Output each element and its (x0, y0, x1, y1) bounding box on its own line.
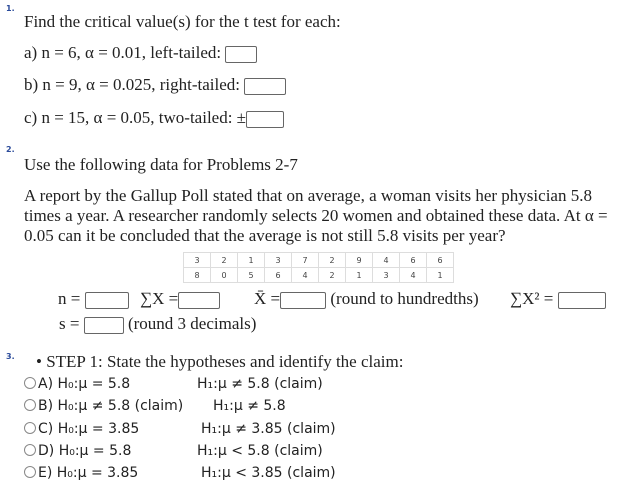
s-note: (round 3 decimals) (127, 314, 257, 333)
problem-text: 0.05 can it be concluded that the average is not still 5.8 visits per year? (24, 226, 506, 245)
table-cell: 0 (211, 268, 238, 283)
h0-text: A) H₀:μ = 5.8 (38, 376, 131, 392)
h1-text: H₁:μ ≠ 3.85 (claim) (201, 420, 336, 437)
h1-text: H₁:μ ≠ 5.8 (213, 398, 286, 415)
radio-button[interactable] (24, 466, 36, 478)
table-cell: 1 (346, 268, 373, 283)
sumx2-input[interactable] (558, 292, 606, 309)
table-cell: 3 (184, 253, 211, 268)
table-cell: 8 (184, 268, 211, 283)
table-cell: 6 (400, 253, 427, 268)
radio-button[interactable] (24, 399, 36, 411)
step-title: • STEP 1: State the hypotheses and identify the claim: (36, 352, 404, 371)
part-c-label: c) n = 15, α = 0.05, two-tailed: ± (24, 108, 247, 127)
table-cell: 7 (292, 253, 319, 268)
radio-button[interactable] (24, 422, 36, 434)
h0-text: D) H₀:μ = 5.8 (38, 442, 132, 459)
n-input[interactable] (85, 292, 129, 309)
question-title: Find the critical value(s) for the t test for each: (24, 12, 341, 31)
table-row (184, 253, 454, 268)
table-cell: 9 (346, 253, 373, 268)
table-cell: 2 (319, 253, 346, 268)
sumx2-label: ∑X² = (510, 289, 554, 308)
option-e[interactable] (24, 465, 138, 481)
question-number: 1. (6, 4, 15, 13)
question-number: 3. (6, 352, 15, 361)
s-input[interactable] (84, 317, 124, 334)
table-cell: 3 (373, 268, 400, 283)
question-number: 2. (6, 145, 15, 154)
part-c (24, 108, 284, 128)
h1-text: H₁:μ < 3.85 (claim) (201, 465, 336, 482)
problem-text: A report by the Gallup Poll stated that on average, a woman visits her physician 5.8 (24, 186, 592, 205)
radio-button[interactable] (24, 444, 36, 456)
sumx-label: ∑X = (140, 289, 179, 308)
table-cell: 6 (427, 253, 454, 268)
h0-text: B) H₀:μ ≠ 5.8 (claim) (38, 398, 184, 415)
part-a-label: a) n = 6, α = 0.01, left-tailed: (24, 43, 222, 62)
s-label: s = (59, 314, 80, 333)
table-row (184, 268, 454, 283)
table-cell: 4 (373, 253, 400, 268)
h1-text: H₁:μ ≠ 5.8 (claim) (197, 376, 323, 392)
part-b-label: b) n = 9, α = 0.025, right-tailed: (24, 75, 240, 94)
part-b (24, 75, 286, 95)
question-title: Use the following data for Problems 2-7 (24, 155, 298, 174)
table-cell: 1 (427, 268, 454, 283)
n-label: n = (58, 289, 81, 308)
xbar-input[interactable] (280, 292, 326, 309)
n-row (58, 289, 129, 309)
table-cell: 2 (211, 253, 238, 268)
option-c[interactable] (24, 421, 139, 437)
problem-text: times a year. A researcher randomly selects 20 women and obtained these data. At α = (24, 206, 608, 225)
table-cell: 4 (400, 268, 427, 283)
data-table (183, 252, 454, 283)
table-cell: 5 (238, 268, 265, 283)
table-cell: 1 (238, 253, 265, 268)
option-b[interactable] (24, 398, 183, 414)
table-cell: 4 (292, 268, 319, 283)
table-cell: 2 (319, 268, 346, 283)
option-a[interactable] (24, 376, 130, 392)
radio-button[interactable] (24, 377, 36, 389)
sumx-input[interactable] (178, 292, 220, 309)
h0-text: E) H₀:μ = 3.85 (38, 465, 139, 482)
h0-text: C) H₀:μ = 3.85 (38, 420, 140, 437)
answer-b-input[interactable] (244, 78, 286, 95)
part-a (24, 43, 257, 63)
table-cell: 6 (265, 268, 292, 283)
h1-text: H₁:μ < 5.8 (claim) (197, 442, 323, 459)
table-cell: 3 (265, 253, 292, 268)
option-d[interactable] (24, 443, 131, 459)
xbar-label: X̄ = (254, 289, 281, 308)
xbar-note: (round to hundredths) (330, 289, 479, 308)
answer-c-input[interactable] (246, 111, 284, 128)
answer-a-input[interactable] (225, 46, 257, 63)
